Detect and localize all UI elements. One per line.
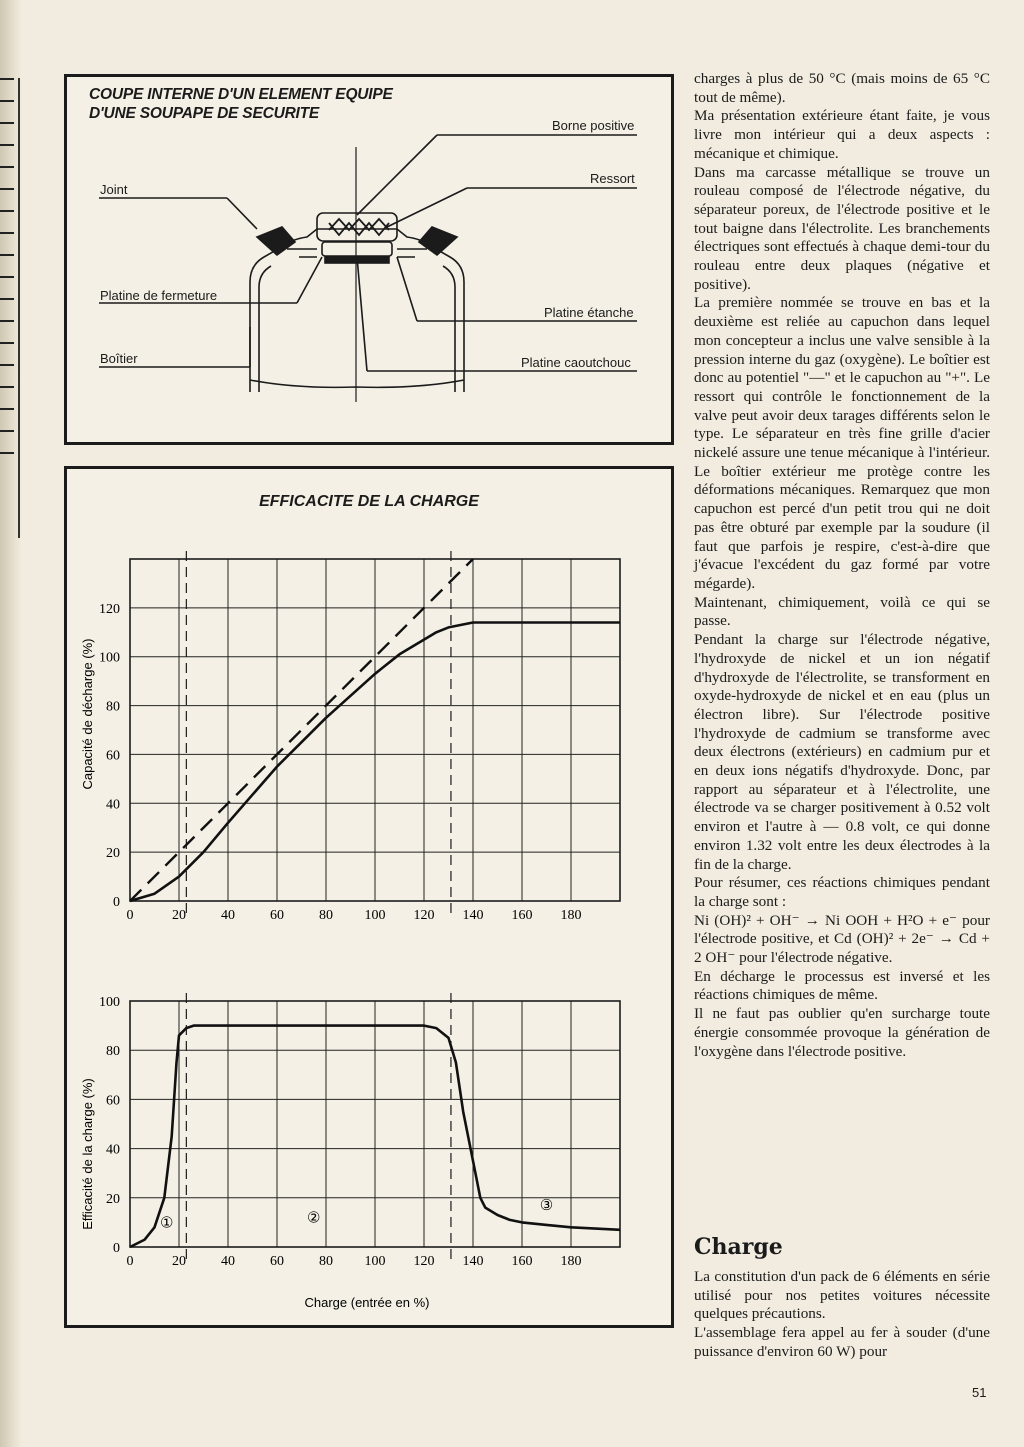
charge-efficiency-figure bbox=[64, 466, 674, 1328]
paragraph: Pour résumer, ces réactions chimiques pendant la charge sont : bbox=[694, 874, 990, 910]
y-tick-label: 80 bbox=[106, 1044, 120, 1060]
x-axis-label: Charge (entrée en %) bbox=[304, 1295, 430, 1310]
label-ressort: Ressort bbox=[590, 171, 635, 186]
figure1-title-line1: COUPE INTERNE D'UN ELEMENT EQUIPE bbox=[89, 86, 393, 103]
figure1-title-line2: D'UNE SOUPAPE DE SECURITE bbox=[89, 105, 320, 122]
x-tick-label: 120 bbox=[413, 908, 435, 923]
article-column-text bbox=[694, 70, 990, 1061]
x-tick-label: 0 bbox=[126, 1254, 134, 1269]
x-tick-label: 60 bbox=[270, 1254, 284, 1269]
x-tick-label: 0 bbox=[126, 908, 134, 923]
paragraph: charges à plus de 50 °C (mais moins de 65 °C tout de même). bbox=[694, 70, 990, 106]
y-tick-label: 40 bbox=[106, 797, 120, 813]
page-number: 51 bbox=[972, 1385, 987, 1400]
label-platine-caoutchouc: Platine caoutchouc bbox=[521, 355, 631, 370]
paragraph: Maintenant, chimiquement, voilà ce qui se passe. bbox=[694, 593, 990, 630]
y-tick-label: 60 bbox=[106, 748, 120, 764]
paragraph: La constitution d'un pack de 6 éléments en série utilisé pour nos petites voitures nécessite quelques précautions. bbox=[694, 1268, 990, 1323]
y-tick-label: 40 bbox=[106, 1142, 120, 1158]
paragraph: Pendant la charge sur l'électrode négative, l'hydroxyde de nickel et un ion négatif d'hydroxyde de l'électrolite, se transforment en oxyde-hydroxyde de nickel et en eau (plus un électron libre). Sur l'électrode positive l'hydroxyde de cadmium se transforme avec deux électrons (extérieurs) en cadmium pur et en deux ions négatifs d'hydroxyde. Donc, par rapport au séparateur et à l'électrolite, une électrode va se charger positivement à 0.52 volt environ et l'autre à — 0.8 volt, ce qui donne environ 1.32 volt entre les deux électrodes à la fin de la charge. bbox=[694, 631, 990, 873]
x-tick-label: 40 bbox=[221, 908, 235, 923]
x-tick-label: 100 bbox=[364, 1254, 386, 1269]
label-platine-fermeture: Platine de fermeture bbox=[100, 288, 218, 303]
label-borne-positive: Borne positive bbox=[552, 118, 635, 133]
x-tick-label: 20 bbox=[172, 908, 186, 923]
paragraph: Dans ma carcasse métallique se trouve un rouleau composé de l'électrode négative, du séparateur poreux, de l'électrode positive et le tout baigne dans l'électrolite. Les branchements électriques sont effectués à chaque demi-tour du rouleau entre deux plaques (négative et positive). bbox=[694, 163, 990, 293]
y-tick-label: 100 bbox=[99, 995, 120, 1010]
y-tick-label: 60 bbox=[106, 1093, 120, 1109]
x-tick-label: 100 bbox=[364, 908, 386, 923]
x-tick-label: 40 bbox=[221, 1254, 235, 1269]
x-tick-label: 20 bbox=[172, 1254, 186, 1269]
zone-label: ③ bbox=[539, 1198, 554, 1215]
paragraph: Il ne faut pas oublier qu'en surcharge toute énergie consommée provoque la génération de l'oxygène dans l'électrode positive. bbox=[694, 1005, 990, 1060]
figure2-title: EFFICACITE DE LA CHARGE bbox=[259, 493, 479, 510]
bottom-y-axis-label: Efficacité de la charge (%) bbox=[80, 1078, 95, 1230]
zone-label: ① bbox=[160, 1215, 174, 1232]
charge-efficiency-charts bbox=[67, 469, 671, 1325]
paragraph: En décharge le processus est inversé et les réactions chimiques de même. bbox=[694, 967, 990, 1004]
x-tick-label: 60 bbox=[270, 908, 284, 923]
cell-cross-section-drawing bbox=[67, 77, 671, 442]
y-tick-label: 100 bbox=[99, 650, 120, 666]
label-joint: Joint bbox=[100, 182, 128, 197]
x-tick-label: 180 bbox=[560, 1254, 582, 1269]
label-boitier: Boîtier bbox=[100, 351, 138, 366]
y-tick-label: 80 bbox=[106, 699, 120, 715]
ideal-line-series bbox=[130, 559, 473, 901]
x-tick-label: 140 bbox=[462, 1254, 484, 1269]
paragraph: La première nommée se trouve en bas et la deuxième est reliée au capuchon dans lequel mon concepteur a inclus une valve sensible à la pression interne du gaz (oxygène). Le boîtier est donc au potentiel "—" et le capuchon au "+". Le ressort qui contrôle le fonctionnement de la valve peut avoir deux tarages différents selon le type. Le séparateur en très fine grille d'acier nickelé assure une tenue mécanique à l'intérieur. Le boîtier extérieur me protège contre les déformations mécaniques. Remarquez que mon capuchon est percé d'un petit trou qui ne doit pas être obturé par exemple par la soudure (il faut que parfois je respire, c'est-à-dire que j'évacue l'excédent du gaz formé par votre mégarde). bbox=[694, 294, 990, 592]
x-tick-label: 180 bbox=[560, 908, 582, 923]
paragraph: Ni (OH)² + OH⁻ → Ni OOH + H²O + e⁻ pour l'électrode positive, et Cd (OH)² + 2e⁻ → Cd + 2 OH⁻ pour l'électrode négative. bbox=[694, 911, 990, 967]
x-tick-label: 140 bbox=[462, 908, 484, 923]
margin-tick-marks bbox=[0, 78, 14, 468]
x-tick-label: 120 bbox=[413, 1254, 435, 1269]
paragraph: L'assemblage fera appel au fer à souder (d'une puissance d'environ 60 W) pour bbox=[694, 1324, 990, 1360]
paragraph: Ma présentation extérieure étant faite, je vous livre mon intérieur qui a deux aspects : mécanique et chimique. bbox=[694, 107, 990, 162]
discharge-capacity-chart bbox=[99, 551, 620, 923]
y-tick-label: 0 bbox=[113, 1241, 120, 1256]
charge-section-text bbox=[694, 1268, 990, 1362]
y-tick-label: 0 bbox=[113, 895, 120, 910]
x-tick-label: 160 bbox=[511, 1254, 533, 1269]
y-tick-label: 20 bbox=[106, 1191, 120, 1207]
section-title-charge: Charge bbox=[694, 1234, 783, 1260]
label-platine-etanche: Platine étanche bbox=[544, 305, 634, 320]
cell-cross-section-figure bbox=[64, 74, 674, 445]
y-tick-label: 20 bbox=[106, 846, 120, 862]
x-tick-label: 80 bbox=[319, 1254, 333, 1269]
top-y-axis-label: Capacité de décharge (%) bbox=[80, 638, 95, 790]
charge-efficiency-chart bbox=[99, 993, 620, 1269]
x-tick-label: 80 bbox=[319, 908, 333, 923]
zone-label: ② bbox=[307, 1210, 321, 1227]
y-tick-label: 120 bbox=[99, 601, 120, 617]
x-tick-label: 160 bbox=[511, 908, 533, 923]
